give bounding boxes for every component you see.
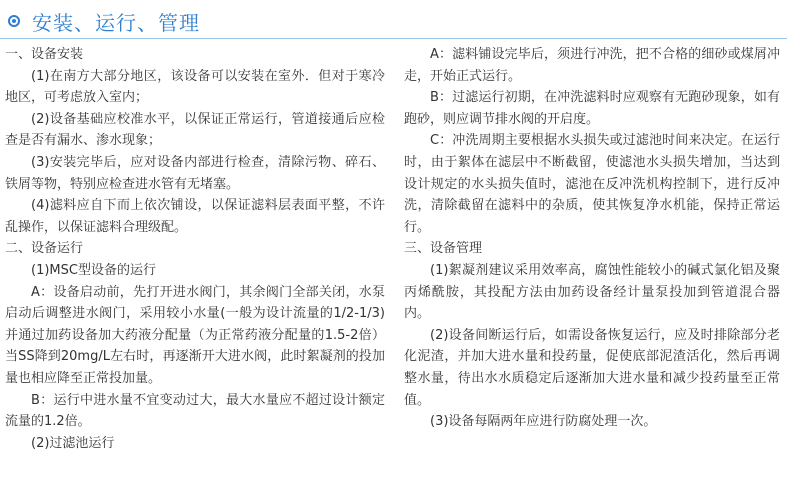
header-divider (0, 38, 787, 39)
paragraph: A：滤料铺设完毕后，须进行冲洗，把不合格的细砂或煤屑冲走，开始正式运行。 (404, 47, 780, 84)
paragraph: (1)MSC型设备的运行 (31, 262, 156, 278)
section-heading: 一、设备安装 (5, 47, 84, 62)
paragraph: A：设备启动前，先打开进水阀门，其余阀门全部关闭，水泵启动后调整进水阀门，采用较小水量(一般为设计流量的1/2-1/3)并通过加药设备加大药液分配量（为正常药液分配量的1.5-2倍）当SS降到20mg/L左右时，再逐渐开大进水阀，此时絮凝剂的投加量也相应降至正常投加量。 (5, 284, 385, 386)
section-heading: 二、设备运行 (5, 241, 84, 257)
section-header (8, 6, 200, 36)
paragraph: (2)设备基础应校准水平，以保证正常运行，管道接通后应检查是否有漏水、渗水现象； (5, 111, 385, 149)
paragraph: (3)设备每隔两年应进行防腐处理一次。 (430, 414, 657, 430)
paragraph: (1)在南方大部分地区，该设备可以安装在室外．但对于寒冷地区，可考虑放入室内； (5, 68, 385, 106)
paragraph: (2)过滤池运行 (31, 435, 115, 451)
section-heading: 三、设备管理 (404, 241, 483, 257)
paragraph: B：过滤运行初期，在冲洗滤料时应观察有无跑砂现象，如有跑砂，则应调节排水阀的开启度。 (404, 90, 780, 127)
paragraph: (4)滤料应自下而上依次铺设，以保证滤料层表面平整，不许乱操作，以保证滤料合理级配。 (5, 198, 385, 235)
circle-bullet-icon (8, 15, 20, 27)
right-column (404, 44, 780, 433)
paragraph: (1)絮凝剂建议采用效率高，腐蚀性能较小的碱式氯化铝及聚丙烯酰胺，其投配方法由加药设备经计量泵投加到管道混合器内。 (404, 262, 780, 322)
paragraph: B：运行中进水量不宜变动过大，最大水量应不超过设计额定流量的1.2倍。 (5, 392, 385, 430)
paragraph: (3)安装完毕后，应对设备内部进行检查，清除污物、碎石、铁屑等物，特别应检查进水管有无堵塞。 (5, 154, 385, 192)
paragraph: C：冲洗周期主要根据水头损失或过滤池时间来决定。在运行时，由于絮体在滤层中不断截留，使滤池水头损失增加，当达到设计规定的水头损失值时，滤池在反冲洗机构控制下，进行反冲洗，清除截留在滤料中的杂质，使其恢复净水机能，保持正常运行。 (404, 133, 780, 235)
paragraph: (2)设备间断运行后，如需设备恢复运行，应及时排除部分老化泥渣，并加大进水量和投药量，促使底部泥渣活化，然后再调整水量，待出水水质稳定后逐渐加大进水量和减少投药量至正常值。 (404, 327, 780, 408)
page-title: 安装、运行、管理 (32, 10, 200, 35)
left-column (5, 44, 385, 454)
